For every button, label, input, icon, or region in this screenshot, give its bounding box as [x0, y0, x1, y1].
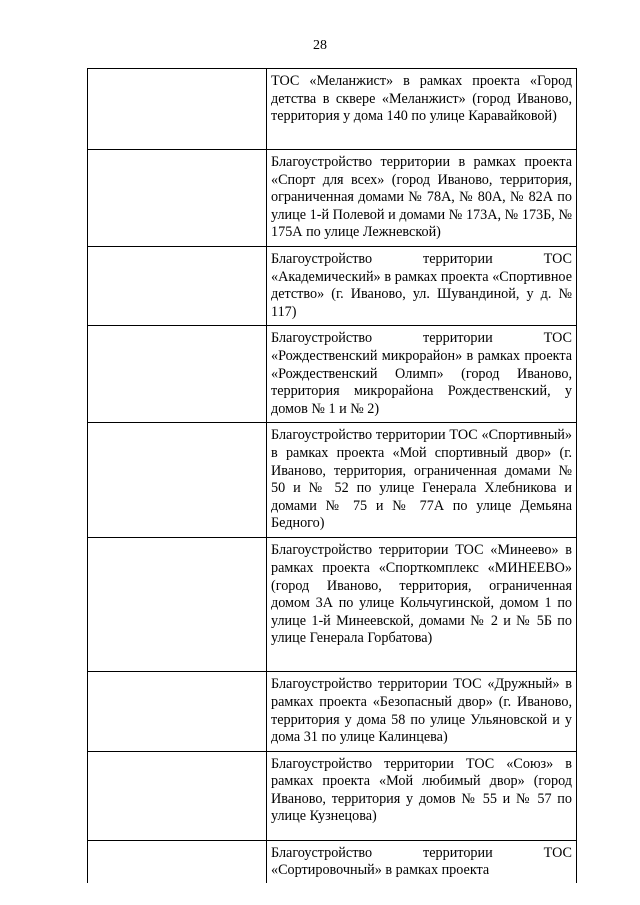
table-cell-project: Благоустройство территории ТОС «Сортировочный» в рамках проекта: [267, 840, 577, 884]
table-cell-left: [88, 672, 267, 751]
table-cell-project: ТОС «Меланжист» в рамках проекта «Город детства в сквере «Меланжист» (город Иваново, территория у дома 140 по улице Каравайковой): [267, 69, 577, 150]
table-cell-left: [88, 150, 267, 247]
table-cell-project: Благоустройство территории ТОС «Рождественский микрорайон» в рамках проекта «Рождественский Олимп» (город Иваново, территория микрорайона Рождественский, у домов № 1 и № 2): [267, 326, 577, 423]
table-cell-left: [88, 246, 267, 325]
table-cell-project: Благоустройство территории ТОС «Минеево» в рамках проекта «Спорткомплекс «МИНЕЕВО» (город Иваново, территория, ограниченная домом 3А по улице Кольчугинской, домом 1 по улице 1-й Минеевской, домами № 2 и № 5Б по улице Генерала Горбатова): [267, 538, 577, 672]
table-cell-left: [88, 326, 267, 423]
table-row: [88, 840, 577, 884]
table-cell-left: [88, 69, 267, 150]
table-row: [88, 672, 577, 751]
page-number: 28: [313, 38, 327, 53]
table-row: [88, 246, 577, 325]
table-row: [88, 751, 577, 840]
table-cell-left: [88, 840, 267, 884]
table-row: [88, 326, 577, 423]
table-row: [88, 423, 577, 538]
table-cell-left: [88, 423, 267, 538]
table-cell-project: Благоустройство территории в рамках проекта «Спорт для всех» (город Иваново, территория, ограниченная домами № 78А, № 80А, № 82А по улице 1-й Полевой и домами № 173А, № 173Б, № 175А по улице Лежневской): [267, 150, 577, 247]
table-cell-project: Благоустройство территории ТОС «Академический» в рамках проекта «Спортивное детство» (г. Иваново, ул. Шувандиной, у д. № 117): [267, 246, 577, 325]
table-cell-project: Благоустройство территории ТОС «Союз» в рамках проекта «Мой любимый двор» (город Иваново, территория у домов № 55 и № 57 по улице Кузнецова): [267, 751, 577, 840]
table-cell-project: Благоустройство территории ТОС «Дружный» в рамках проекта «Безопасный двор» (г. Иваново, территория у дома 58 по улице Ульяновской и у дома 31 по улице Калинцева): [267, 672, 577, 751]
table-row: [88, 69, 577, 150]
table-cell-left: [88, 538, 267, 672]
table-cell-project: Благоустройство территории ТОС «Спортивный» в рамках проекта «Мой спортивный двор» (г. Иваново, территория, ограниченная домами № 50 и № 52 по улице Генерала Хлебникова и домами № 75 и № 77А по улице Демьяна Бедного): [267, 423, 577, 538]
table-cell-left: [88, 751, 267, 840]
projects-table: [87, 68, 577, 885]
table-row: [88, 538, 577, 672]
table-row: [88, 150, 577, 247]
page-bottom-margin: [0, 883, 640, 905]
